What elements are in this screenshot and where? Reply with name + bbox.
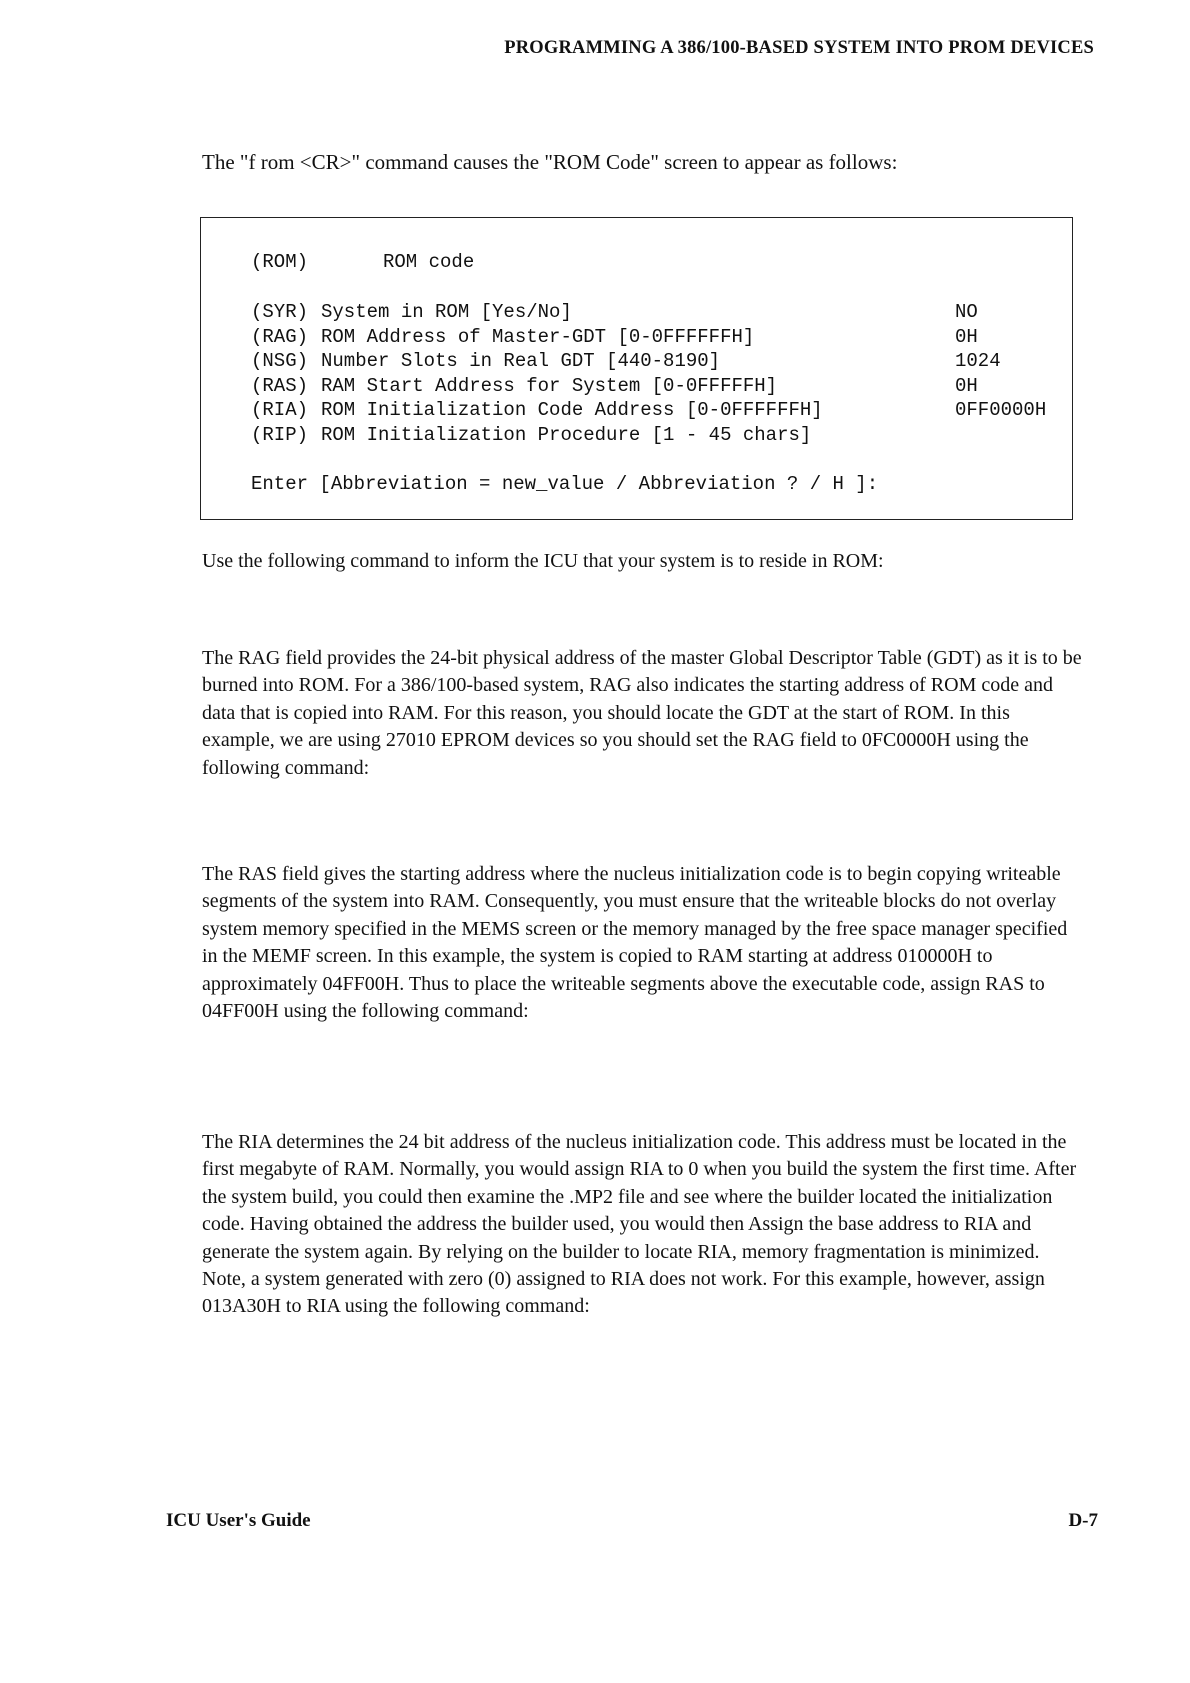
footer-page-number: D-7 <box>1068 1510 1098 1531</box>
field-desc-rag: ROM Address of Master-GDT [0-0FFFFFFH] <box>321 325 755 348</box>
field-desc-nsg: Number Slots in Real GDT [440-8190] <box>321 350 721 372</box>
field-value-rag: 0H <box>955 325 978 348</box>
field-code-rip: (RIP) <box>251 423 309 446</box>
field-code-nsg: (NSG) <box>251 350 309 372</box>
field-value-nsg: 1024 <box>955 350 1001 372</box>
field-desc-ras: RAM Start Address for System [0-0FFFFFH] <box>321 374 778 397</box>
field-value-syr: NO <box>955 301 978 323</box>
field-code-syr: (SYR) <box>251 301 309 323</box>
field-code-rag: (RAG) <box>251 325 309 348</box>
field-code-ria: (RIA) <box>251 399 309 421</box>
footer-guide-title: ICU User's Guide <box>166 1510 311 1531</box>
field-code-ras: (RAS) <box>251 374 309 397</box>
field-desc-rip: ROM Initialization Procedure [1 - 45 chars] <box>321 423 812 446</box>
running-header: PROGRAMMING A 386/100-BASED SYSTEM INTO PROM DEVICES <box>504 38 1094 58</box>
paragraph-rag: The RAG field provides the 24-bit physical address of the master Global Descriptor Table (GDT) as it is to be burned into ROM. For a 386/100-based system, RAG also indicates the starting address of ROM code and data that is copied into RAM. For this reason, you should locate the GDT at the start of ROM. In this example, we are using 27010 EPROM devices so you should set the RAG field to 0FC0000H using the following command: <box>202 647 1082 779</box>
field-desc-syr: System in ROM [Yes/No] <box>321 301 572 323</box>
field-value-ria: 0FF0000H <box>955 399 1047 421</box>
intro-text: The "f rom <CR>" command causes the "ROM Code" screen to appear as follows: <box>202 150 898 174</box>
paragraph-ria: The RIA determines the 24 bit address of the nucleus initialization code. This address must be located in the first megabyte of RAM. Normally, you would assign RIA to 0 when you build the system the first time. After the system build, you could then examine the .MP2 file and see where the builder located the initialization code. Having obtained the address the builder used, you would then Assign the base address to RIA and generate the system again. By relying on the builder to locate RIA, memory fragmentation is minimized. Note, a system generated with zero (0) assigned to RIA does not work. For this example, however, assign 013A30H to RIA using the following command: <box>202 1131 1077 1318</box>
field-value-ras: 0H <box>955 374 978 397</box>
rom-code-screen <box>200 217 1073 520</box>
screen-title-code: (ROM) <box>251 251 309 273</box>
screen-title: ROM code <box>383 251 475 273</box>
paragraph-syr-command: Use the following command to inform the ICU that your system is to reside in ROM: <box>202 550 884 572</box>
field-desc-ria: ROM Initialization Code Address [0-0FFFFFFH] <box>321 399 823 421</box>
screen-prompt: Enter [Abbreviation = new_value / Abbreviation ? / H ]: <box>251 473 879 495</box>
paragraph-ras: The RAS field gives the starting address where the nucleus initialization code is to begin copying writeable segments of the system into RAM. Consequently, you must ensure that the writeable blocks do not overlay system memory specified in the MEMS screen or the memory managed by the free space manager specified in the MEMF screen. In this example, the system is copied to RAM starting at address 010000H to approximately 04FF00H. Thus to place the writeable segments above the executable code, assign RAS to 04FF00H using the following command: <box>202 863 1068 1023</box>
